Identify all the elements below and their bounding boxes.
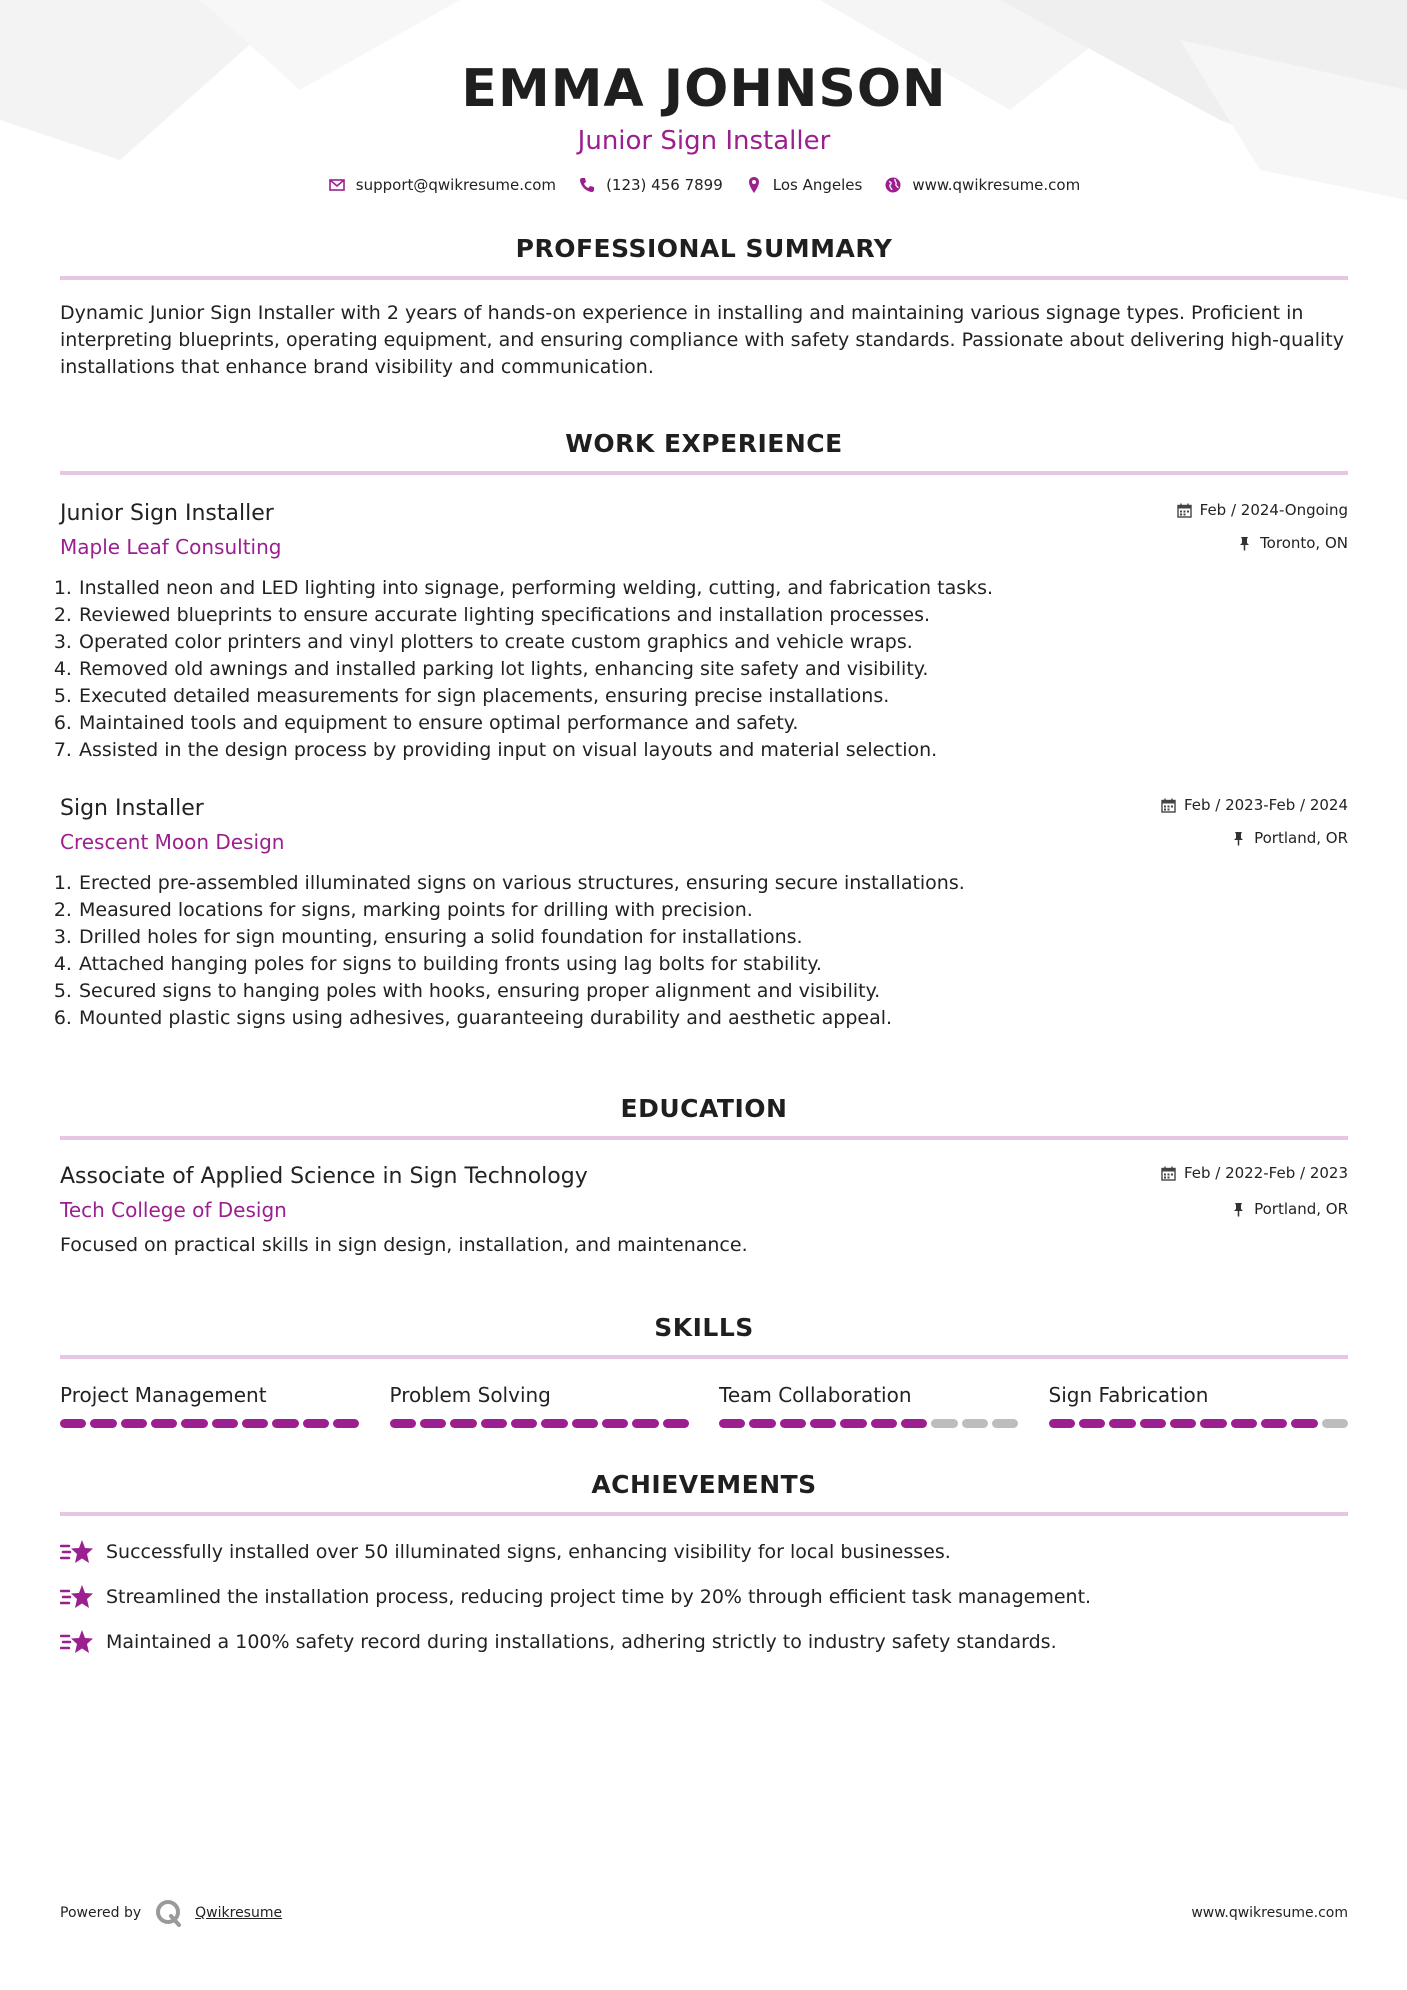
skill-segment-filled <box>871 1419 897 1428</box>
skill-segment-filled <box>1049 1419 1075 1428</box>
calendar-icon <box>1161 1166 1176 1181</box>
skill-level-bar <box>719 1419 1019 1428</box>
skill-segment-filled <box>1140 1419 1166 1428</box>
envelope-icon <box>328 176 346 194</box>
brand-link[interactable]: Qwikresume <box>195 1905 283 1921</box>
list-item: 6. Maintained tools and equipment to ensure optimal performance and safety. <box>78 710 1348 737</box>
experience-heading: WORK EXPERIENCE <box>565 429 843 458</box>
section-divider <box>60 1136 1348 1140</box>
map-pin-icon <box>745 176 763 194</box>
skill-name: Problem Solving <box>389 1383 551 1407</box>
candidate-role: Junior Sign Installer <box>577 126 831 156</box>
footer <box>60 1898 1348 1928</box>
skill-segment-filled <box>420 1419 446 1428</box>
skill-name: Project Management <box>60 1383 267 1407</box>
phone-icon <box>578 176 596 194</box>
contact-email-text: support@qwikresume.com <box>355 176 557 194</box>
job-duties-list <box>60 575 1348 764</box>
achievement-text: Successfully installed over 50 illuminated signs, enhancing visibility for local businesses. <box>106 1540 951 1563</box>
powered-by <box>60 1898 282 1928</box>
job-title: Junior Sign Installer <box>60 501 274 526</box>
skill-segment-filled <box>1170 1419 1196 1428</box>
list-item: 4. Removed old awnings and installed parking lot lights, enhancing site safety and visibility. <box>78 656 1348 683</box>
education-location: Portland, OR <box>1254 1200 1348 1218</box>
skill-name: Sign Fabrication <box>1048 1383 1209 1407</box>
skill-item <box>390 1381 690 1428</box>
resume-header <box>60 0 1348 194</box>
section-divider <box>60 1512 1348 1516</box>
skill-segment-filled <box>1200 1419 1226 1428</box>
education-dates: Feb / 2022-Feb / 2023 <box>1183 1164 1348 1182</box>
list-item <box>60 1628 1348 1656</box>
skill-segment-filled <box>572 1419 598 1428</box>
skill-segment-filled <box>390 1419 416 1428</box>
pushpin-icon <box>1231 831 1246 846</box>
skill-item <box>60 1381 360 1428</box>
job-dates: Feb / 2023-Feb / 2024 <box>1183 796 1348 814</box>
star-icon <box>60 1628 94 1656</box>
contact-row <box>60 176 1348 194</box>
skill-segment-filled <box>810 1419 836 1428</box>
summary-text: Dynamic Junior Sign Installer with 2 years of hands-on experience in installing and maintaining various signage types. Proficient in interpreting blueprints, operating equipment, and ensuring compliance with safety standards. Passionate about delivering high-quality installations that enhance brand visibility and communication. <box>60 302 1345 378</box>
job-entry <box>60 794 1348 1032</box>
star-icon <box>60 1538 94 1566</box>
skill-level-bar <box>60 1419 360 1428</box>
skill-segment-empty <box>931 1419 957 1428</box>
achievements-heading: ACHIEVEMENTS <box>591 1470 817 1499</box>
education-heading: EDUCATION <box>620 1094 788 1123</box>
skill-segment-filled <box>840 1419 866 1428</box>
job-title: Sign Installer <box>60 796 204 821</box>
job-duties-list <box>60 870 1348 1032</box>
skill-segment-filled <box>181 1419 207 1428</box>
skill-segment-filled <box>212 1419 238 1428</box>
skill-segment-empty <box>1322 1419 1348 1428</box>
pushpin-icon <box>1231 1202 1246 1217</box>
star-icon <box>60 1583 94 1611</box>
list-item: 4. Attached hanging poles for signs to building fronts using lag bolts for stability. <box>78 951 1348 978</box>
skill-segment-filled <box>780 1419 806 1428</box>
skill-segment-filled <box>901 1419 927 1428</box>
skill-segment-filled <box>272 1419 298 1428</box>
list-item: 2. Measured locations for signs, marking points for drilling with precision. <box>78 897 1348 924</box>
skills-section <box>60 1311 1348 1428</box>
list-item: 5. Secured signs to hanging poles with hooks, ensuring proper alignment and visibility. <box>78 978 1348 1005</box>
calendar-icon <box>1177 503 1192 518</box>
footer-website-link[interactable]: www.qwikresume.com <box>1191 1905 1348 1921</box>
skill-item <box>719 1381 1019 1428</box>
skills-grid <box>60 1381 1348 1428</box>
summary-heading: PROFESSIONAL SUMMARY <box>515 234 893 263</box>
contact-phone-text: (123) 456 7899 <box>606 176 723 194</box>
skill-segment-filled <box>333 1419 359 1428</box>
skill-segment-filled <box>1109 1419 1135 1428</box>
skill-segment-filled <box>663 1419 689 1428</box>
skill-segment-filled <box>90 1419 116 1428</box>
resume-page <box>60 0 1348 1673</box>
globe-icon <box>884 176 902 194</box>
skill-segment-filled <box>1261 1419 1287 1428</box>
achievements-list <box>60 1538 1348 1656</box>
skill-segment-filled <box>303 1419 329 1428</box>
skill-segment-filled <box>242 1419 268 1428</box>
skill-segment-filled <box>602 1419 628 1428</box>
list-item: 5. Executed detailed measurements for sign placements, ensuring precise installations. <box>78 683 1348 710</box>
list-item: 1. Erected pre-assembled illuminated signs on various structures, ensuring secure installations. <box>78 870 1348 897</box>
achievements-section <box>60 1468 1348 1656</box>
skill-level-bar <box>390 1419 690 1428</box>
contact-email[interactable] <box>328 176 556 194</box>
skill-segment-filled <box>511 1419 537 1428</box>
skill-level-bar <box>1049 1419 1349 1428</box>
section-divider <box>60 471 1348 475</box>
skill-segment-filled <box>60 1419 86 1428</box>
education-entry <box>60 1162 1348 1259</box>
skill-segment-filled <box>1231 1419 1257 1428</box>
section-divider <box>60 1355 1348 1359</box>
skill-segment-filled <box>1291 1419 1317 1428</box>
achievement-text: Maintained a 100% safety record during installations, adhering strictly to industry safety standards. <box>106 1630 1057 1653</box>
experience-section <box>60 427 1348 1032</box>
contact-phone[interactable] <box>578 176 723 194</box>
section-divider <box>60 276 1348 280</box>
job-company: Crescent Moon Design <box>60 830 285 854</box>
powered-by-label: Powered by <box>60 1905 142 1921</box>
contact-website[interactable] <box>884 176 1080 194</box>
job-company: Maple Leaf Consulting <box>60 535 282 559</box>
qwikresume-logo-icon <box>153 1898 183 1928</box>
job-entry <box>60 499 1348 764</box>
education-section <box>60 1092 1348 1259</box>
skills-heading: SKILLS <box>654 1313 754 1342</box>
list-item: 6. Mounted plastic signs using adhesives, guaranteeing durability and aesthetic appeal. <box>78 1005 1348 1032</box>
candidate-name: EMMA JOHNSON <box>461 59 947 119</box>
contact-website-text: www.qwikresume.com <box>912 176 1081 194</box>
skill-segment-filled <box>151 1419 177 1428</box>
list-item: 1. Installed neon and LED lighting into signage, performing welding, cutting, and fabrication tasks. <box>78 575 1348 602</box>
skill-item <box>1049 1381 1349 1428</box>
contact-location-text: Los Angeles <box>772 176 863 194</box>
skill-segment-filled <box>541 1419 567 1428</box>
summary-section <box>60 232 1348 381</box>
education-description: Focused on practical skills in sign design, installation, and maintenance. <box>60 1234 748 1256</box>
list-item: 3. Operated color printers and vinyl plotters to create custom graphics and vehicle wraps. <box>78 629 1348 656</box>
calendar-icon <box>1161 798 1176 813</box>
skill-name: Team Collaboration <box>719 1383 912 1407</box>
list-item <box>60 1583 1348 1611</box>
job-dates: Feb / 2024-Ongoing <box>1199 501 1348 519</box>
skill-segment-empty <box>962 1419 988 1428</box>
school-name: Tech College of Design <box>60 1198 287 1222</box>
list-item: 7. Assisted in the design process by providing input on visual layouts and material selection. <box>78 737 1348 764</box>
list-item: 3. Drilled holes for sign mounting, ensuring a solid foundation for installations. <box>78 924 1348 951</box>
skill-segment-filled <box>450 1419 476 1428</box>
job-location: Portland, OR <box>1254 829 1348 847</box>
pushpin-icon <box>1237 536 1252 551</box>
skill-segment-filled <box>719 1419 745 1428</box>
skill-segment-filled <box>121 1419 147 1428</box>
job-location: Toronto, ON <box>1260 534 1348 552</box>
skill-segment-filled <box>1079 1419 1105 1428</box>
list-item <box>60 1538 1348 1566</box>
degree-title: Associate of Applied Science in Sign Technology <box>60 1164 588 1189</box>
achievement-text: Streamlined the installation process, reducing project time by 20% through efficient task management. <box>106 1585 1092 1608</box>
skill-segment-filled <box>481 1419 507 1428</box>
skill-segment-filled <box>632 1419 658 1428</box>
skill-segment-empty <box>992 1419 1018 1428</box>
list-item: 2. Reviewed blueprints to ensure accurate lighting specifications and installation processes. <box>78 602 1348 629</box>
contact-location <box>745 176 863 194</box>
skill-segment-filled <box>749 1419 775 1428</box>
